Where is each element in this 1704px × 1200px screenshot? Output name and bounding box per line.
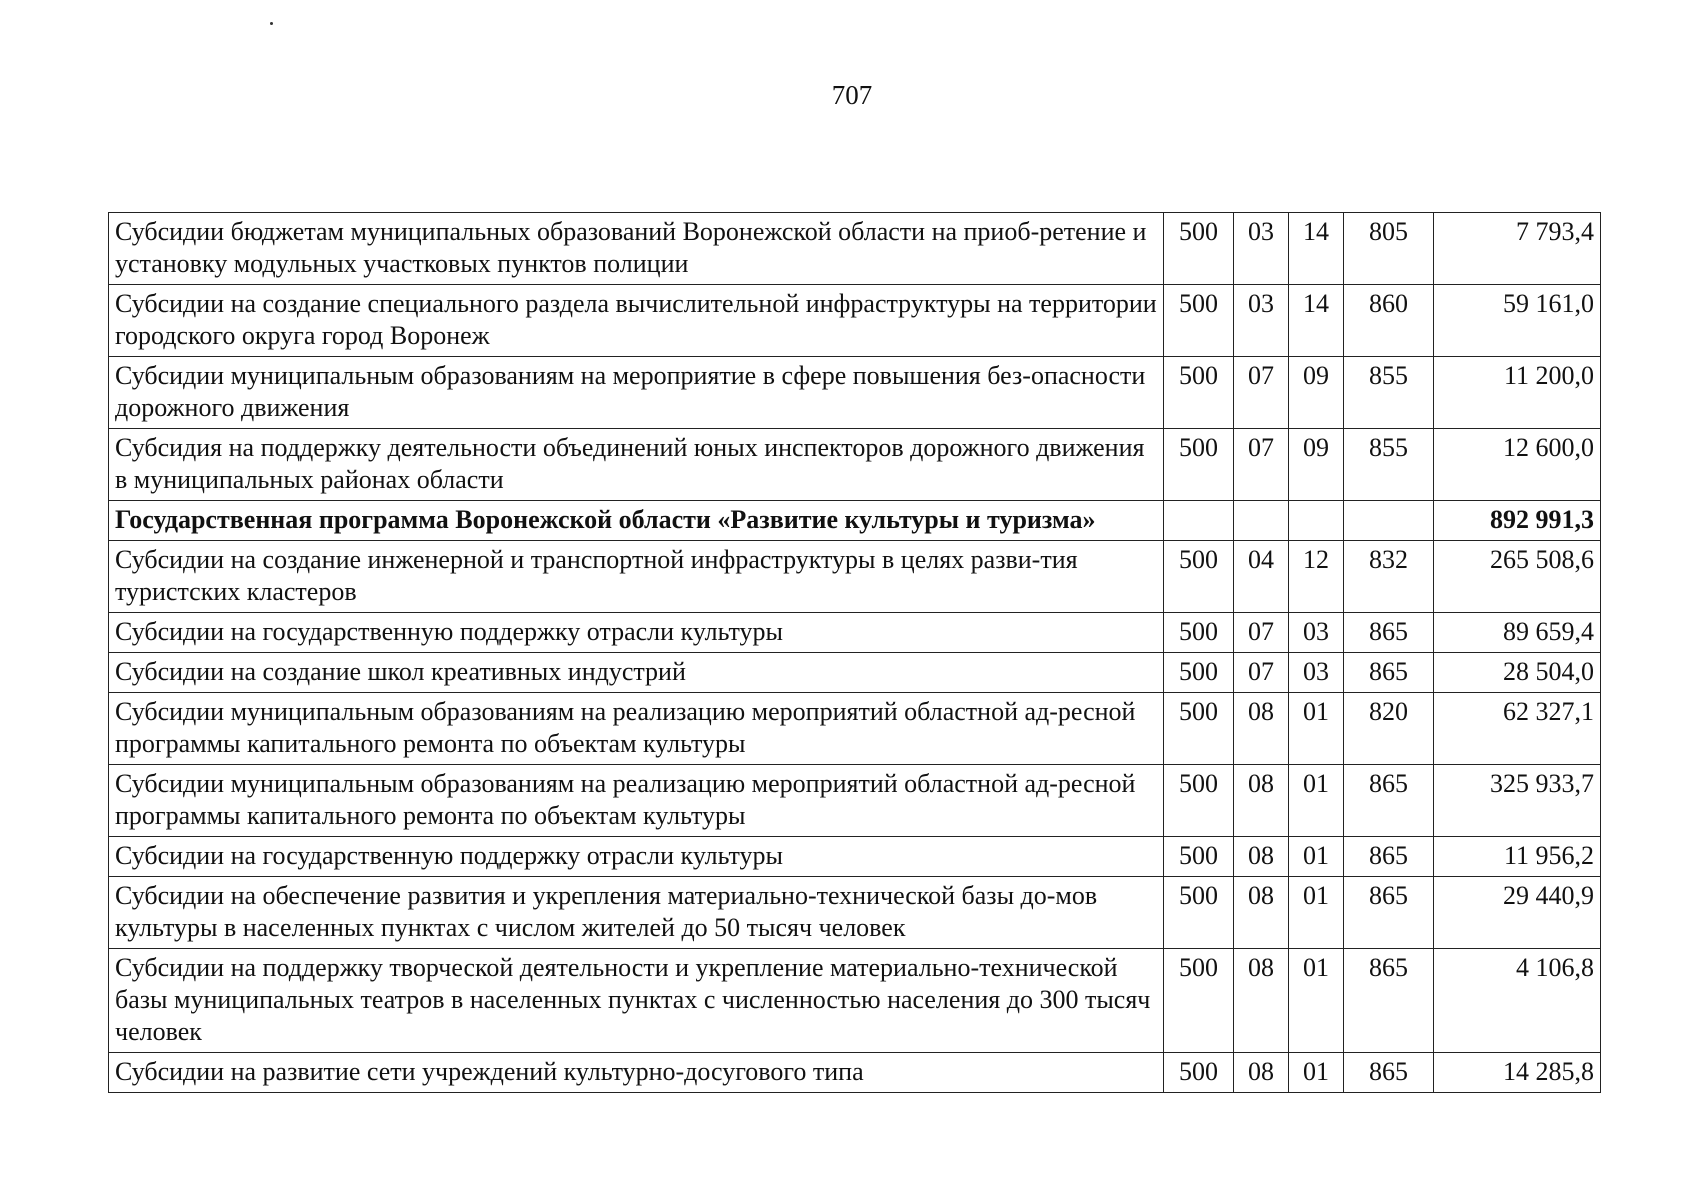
- row-code-admin: 500: [1164, 765, 1234, 837]
- row-code-subsection: 01: [1289, 877, 1344, 949]
- table-row: [109, 877, 1601, 949]
- scan-artifact-dot: [270, 22, 273, 25]
- table-row: [109, 765, 1601, 837]
- row-code-subsection: 01: [1289, 693, 1344, 765]
- row-description: Субсидии на развитие сети учреждений культурно-досугового типа: [109, 1053, 1164, 1093]
- row-amount: 59 161,0: [1434, 285, 1601, 357]
- row-amount: 28 504,0: [1434, 653, 1601, 693]
- row-code-admin: 500: [1164, 693, 1234, 765]
- row-description: Субсидии муниципальным образованиям на реализацию мероприятий областной ад-ресной программы капитального ремонта по объектам культуры: [109, 693, 1164, 765]
- row-amount: 265 508,6: [1434, 541, 1601, 613]
- row-code-section: 07: [1234, 429, 1289, 501]
- row-amount: 14 285,8: [1434, 1053, 1601, 1093]
- table-row: [109, 213, 1601, 285]
- row-description: Субсидии на поддержку творческой деятельности и укрепление материально-технической базы муниципальных театров в населенных пунктах с численностью населения до 300 тысяч человек: [109, 949, 1164, 1053]
- row-code-admin: 500: [1164, 357, 1234, 429]
- row-description: Субсидии на создание инженерной и транспортной инфраструктуры в целях разви-тия туристских кластеров: [109, 541, 1164, 613]
- row-code-section: 08: [1234, 1053, 1289, 1093]
- row-code-admin: 500: [1164, 837, 1234, 877]
- table-row: [109, 285, 1601, 357]
- row-code-expense-type: 860: [1344, 285, 1434, 357]
- row-code-section: 08: [1234, 837, 1289, 877]
- row-code-expense-type: [1344, 501, 1434, 541]
- row-code-section: 07: [1234, 357, 1289, 429]
- row-description: Субсидии на государственную поддержку отрасли культуры: [109, 613, 1164, 653]
- row-code-subsection: 09: [1289, 429, 1344, 501]
- row-code-expense-type: 865: [1344, 837, 1434, 877]
- row-amount: 11 200,0: [1434, 357, 1601, 429]
- row-code-expense-type: 820: [1344, 693, 1434, 765]
- row-amount: 7 793,4: [1434, 213, 1601, 285]
- row-code-subsection: 01: [1289, 949, 1344, 1053]
- row-code-expense-type: 865: [1344, 877, 1434, 949]
- row-code-section: 08: [1234, 949, 1289, 1053]
- table-row: [109, 613, 1601, 653]
- row-amount: 12 600,0: [1434, 429, 1601, 501]
- row-code-expense-type: 865: [1344, 949, 1434, 1053]
- table-row: [109, 429, 1601, 501]
- row-code-admin: 500: [1164, 213, 1234, 285]
- table-row: [109, 949, 1601, 1053]
- row-description: Субсидии муниципальным образованиям на реализацию мероприятий областной ад-ресной программы капитального ремонта по объектам культуры: [109, 765, 1164, 837]
- row-description: Субсидия на поддержку деятельности объединений юных инспекторов дорожного движения в муниципальных районах области: [109, 429, 1164, 501]
- row-amount: 62 327,1: [1434, 693, 1601, 765]
- row-description: Субсидии на государственную поддержку отрасли культуры: [109, 837, 1164, 877]
- row-code-section: 03: [1234, 213, 1289, 285]
- row-code-admin: 500: [1164, 1053, 1234, 1093]
- row-code-expense-type: 832: [1344, 541, 1434, 613]
- row-code-subsection: 12: [1289, 541, 1344, 613]
- table-row: [109, 541, 1601, 613]
- row-description: Субсидии на обеспечение развития и укрепления материально-технической базы до-мов культуры в населенных пунктах с числом жителей до 50 тысяч человек: [109, 877, 1164, 949]
- row-code-subsection: 14: [1289, 285, 1344, 357]
- row-code-admin: 500: [1164, 285, 1234, 357]
- table-row: [109, 653, 1601, 693]
- row-description: Субсидии на создание школ креативных индустрий: [109, 653, 1164, 693]
- row-code-expense-type: 855: [1344, 357, 1434, 429]
- row-code-section: 08: [1234, 693, 1289, 765]
- row-amount: 89 659,4: [1434, 613, 1601, 653]
- row-code-subsection: [1289, 501, 1344, 541]
- row-description: Субсидии на создание специального раздела вычислительной инфраструктуры на территории городского округа город Воронеж: [109, 285, 1164, 357]
- row-code-section: 04: [1234, 541, 1289, 613]
- table-row: [109, 693, 1601, 765]
- row-description: Государственная программа Воронежской области «Развитие культуры и туризма»: [109, 501, 1164, 541]
- row-code-subsection: 03: [1289, 653, 1344, 693]
- table-row: [109, 1053, 1601, 1093]
- row-code-section: 08: [1234, 765, 1289, 837]
- row-amount: 29 440,9: [1434, 877, 1601, 949]
- row-code-admin: 500: [1164, 877, 1234, 949]
- row-code-section: 08: [1234, 877, 1289, 949]
- row-code-subsection: 01: [1289, 765, 1344, 837]
- row-code-subsection: 03: [1289, 613, 1344, 653]
- row-code-section: 07: [1234, 653, 1289, 693]
- page-number: 707: [831, 80, 873, 110]
- row-code-expense-type: 865: [1344, 613, 1434, 653]
- row-amount: 325 933,7: [1434, 765, 1601, 837]
- program-heading-row: [109, 501, 1601, 541]
- row-code-expense-type: 865: [1344, 765, 1434, 837]
- row-code-admin: 500: [1164, 613, 1234, 653]
- row-description: Субсидии муниципальным образованиям на мероприятие в сфере повышения без-опасности дорожного движения: [109, 357, 1164, 429]
- table-row: [109, 837, 1601, 877]
- budget-table: [108, 212, 1601, 1093]
- table-row: [109, 357, 1601, 429]
- row-code-expense-type: 865: [1344, 653, 1434, 693]
- row-code-admin: [1164, 501, 1234, 541]
- row-code-subsection: 09: [1289, 357, 1344, 429]
- row-code-admin: 500: [1164, 653, 1234, 693]
- row-description: Субсидии бюджетам муниципальных образований Воронежской области на приоб-ретение и установку модульных участковых пунктов полиции: [109, 213, 1164, 285]
- row-code-section: 07: [1234, 613, 1289, 653]
- row-code-subsection: 01: [1289, 837, 1344, 877]
- row-code-expense-type: 865: [1344, 1053, 1434, 1093]
- row-code-section: [1234, 501, 1289, 541]
- row-code-section: 03: [1234, 285, 1289, 357]
- table-body: [109, 213, 1601, 1093]
- row-code-expense-type: 855: [1344, 429, 1434, 501]
- row-code-admin: 500: [1164, 541, 1234, 613]
- row-code-admin: 500: [1164, 429, 1234, 501]
- row-code-admin: 500: [1164, 949, 1234, 1053]
- row-code-subsection: 14: [1289, 213, 1344, 285]
- row-amount: 4 106,8: [1434, 949, 1601, 1053]
- row-amount: 892 991,3: [1434, 501, 1601, 541]
- row-amount: 11 956,2: [1434, 837, 1601, 877]
- row-code-subsection: 01: [1289, 1053, 1344, 1093]
- row-code-expense-type: 805: [1344, 213, 1434, 285]
